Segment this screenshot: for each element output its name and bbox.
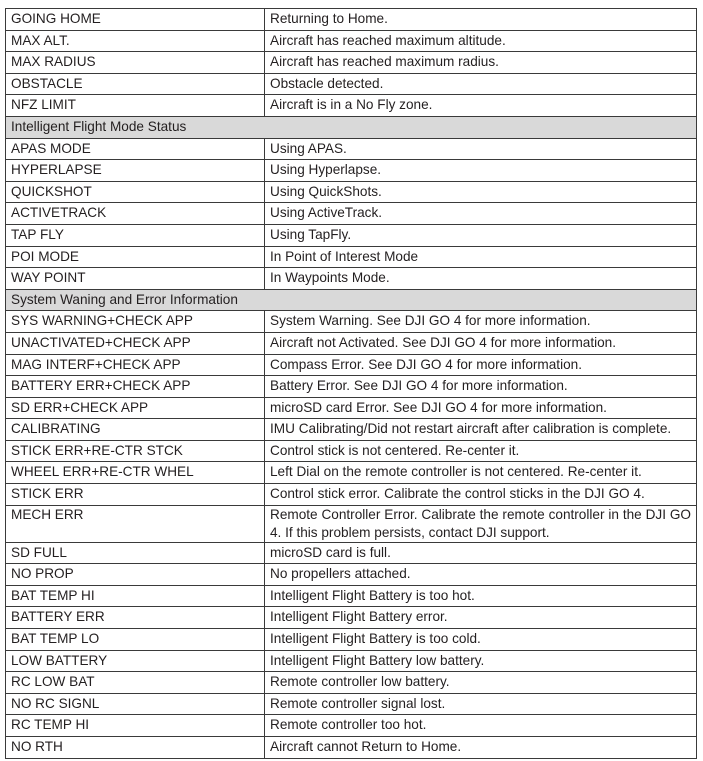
description-cell: Compass Error. See DJI GO 4 for more information. xyxy=(265,354,697,376)
status-code-cell: STICK ERR+RE-CTR STCK xyxy=(6,440,265,462)
status-code-cell: UNACTIVATED+CHECK APP xyxy=(6,332,265,354)
status-code-cell: OBSTACLE xyxy=(6,73,265,95)
status-code-cell: LOW BATTERY xyxy=(6,650,265,672)
status-code-cell: BATTERY ERR+CHECK APP xyxy=(6,376,265,398)
table-row xyxy=(6,181,697,203)
description-cell: Left Dial on the remote controller is not centered. Re-center it. xyxy=(265,462,697,484)
description-cell: Remote controller signal lost. xyxy=(265,693,697,715)
description-cell: Intelligent Flight Battery error. xyxy=(265,607,697,629)
table-row xyxy=(6,246,697,268)
table-row xyxy=(6,629,697,651)
description-cell: Using APAS. xyxy=(265,138,697,160)
status-code-cell: NO RTH xyxy=(6,737,265,759)
table-row xyxy=(6,607,697,629)
description-cell: In Point of Interest Mode xyxy=(265,246,697,268)
description-cell: Aircraft has reached maximum altitude. xyxy=(265,30,697,52)
description-cell: Aircraft cannot Return to Home. xyxy=(265,737,697,759)
status-code-cell: QUICKSHOT xyxy=(6,181,265,203)
table-body xyxy=(6,9,697,759)
status-code-cell: RC TEMP HI xyxy=(6,715,265,737)
description-cell: Battery Error. See DJI GO 4 for more information. xyxy=(265,376,697,398)
description-cell: Intelligent Flight Battery is too cold. xyxy=(265,629,697,651)
status-code-cell: NO PROP xyxy=(6,564,265,586)
section-header-row xyxy=(6,289,697,311)
status-code-cell: STICK ERR xyxy=(6,484,265,506)
table-row xyxy=(6,73,697,95)
status-code-cell: SD ERR+CHECK APP xyxy=(6,397,265,419)
status-code-cell: GOING HOME xyxy=(6,9,265,31)
status-code-cell: NFZ LIMIT xyxy=(6,95,265,117)
table-row xyxy=(6,419,697,441)
status-code-cell: HYPERLAPSE xyxy=(6,160,265,182)
table-row xyxy=(6,462,697,484)
description-cell: Aircraft not Activated. See DJI GO 4 for more information. xyxy=(265,332,697,354)
status-code-cell: WAY POINT xyxy=(6,268,265,290)
status-code-cell: APAS MODE xyxy=(6,138,265,160)
status-code-cell: MAG INTERF+CHECK APP xyxy=(6,354,265,376)
description-cell: Intelligent Flight Battery low battery. xyxy=(265,650,697,672)
table-row xyxy=(6,693,697,715)
status-code-cell: POI MODE xyxy=(6,246,265,268)
table-row xyxy=(6,542,697,564)
table-row xyxy=(6,376,697,398)
description-cell: microSD card is full. xyxy=(265,542,697,564)
description-cell: Aircraft is in a No Fly zone. xyxy=(265,95,697,117)
table-row xyxy=(6,224,697,246)
description-cell: IMU Calibrating/Did not restart aircraft after calibration is complete. xyxy=(265,419,697,441)
description-cell: Intelligent Flight Battery is too hot. xyxy=(265,585,697,607)
table-row xyxy=(6,737,697,759)
description-cell: Remote Controller Error. Calibrate the remote controller in the DJI GO 4. If this problem persists, contact DJI support. xyxy=(265,505,697,542)
table-row xyxy=(6,30,697,52)
table-row xyxy=(6,268,697,290)
status-code-cell: BAT TEMP HI xyxy=(6,585,265,607)
table-row xyxy=(6,672,697,694)
status-code-cell: BAT TEMP LO xyxy=(6,629,265,651)
description-cell: Using ActiveTrack. xyxy=(265,203,697,225)
status-code-cell: MECH ERR xyxy=(6,505,265,542)
description-cell: Aircraft has reached maximum radius. xyxy=(265,52,697,74)
section-title: Intelligent Flight Mode Status xyxy=(6,116,697,138)
description-cell: Remote controller low battery. xyxy=(265,672,697,694)
table-row xyxy=(6,354,697,376)
status-table xyxy=(5,8,697,759)
description-cell: microSD card Error. See DJI GO 4 for more information. xyxy=(265,397,697,419)
section-header-row xyxy=(6,116,697,138)
table-row xyxy=(6,715,697,737)
description-cell: Using TapFly. xyxy=(265,224,697,246)
table-row xyxy=(6,311,697,333)
description-cell: Using Hyperlapse. xyxy=(265,160,697,182)
status-code-cell: SD FULL xyxy=(6,542,265,564)
status-code-cell: CALIBRATING xyxy=(6,419,265,441)
description-cell: System Warning. See DJI GO 4 for more information. xyxy=(265,311,697,333)
table-row xyxy=(6,505,697,542)
table-row xyxy=(6,95,697,117)
table-row xyxy=(6,650,697,672)
status-code-cell: MAX ALT. xyxy=(6,30,265,52)
description-cell: Returning to Home. xyxy=(265,9,697,31)
status-code-cell: WHEEL ERR+RE-CTR WHEL xyxy=(6,462,265,484)
status-code-cell: SYS WARNING+CHECK APP xyxy=(6,311,265,333)
status-code-cell: NO RC SIGNL xyxy=(6,693,265,715)
status-code-cell: BATTERY ERR xyxy=(6,607,265,629)
status-code-cell: MAX RADIUS xyxy=(6,52,265,74)
table-row xyxy=(6,9,697,31)
status-code-cell: ACTIVETRACK xyxy=(6,203,265,225)
description-cell: Control stick is not centered. Re-center it. xyxy=(265,440,697,462)
table-row xyxy=(6,397,697,419)
description-cell: In Waypoints Mode. xyxy=(265,268,697,290)
table-row xyxy=(6,138,697,160)
status-code-cell: RC LOW BAT xyxy=(6,672,265,694)
description-cell: Control stick error. Calibrate the control sticks in the DJI GO 4. xyxy=(265,484,697,506)
description-cell: Remote controller too hot. xyxy=(265,715,697,737)
description-cell: Obstacle detected. xyxy=(265,73,697,95)
table-row xyxy=(6,585,697,607)
table-row xyxy=(6,332,697,354)
section-title: System Waning and Error Information xyxy=(6,289,697,311)
table-row xyxy=(6,484,697,506)
status-code-cell: TAP FLY xyxy=(6,224,265,246)
description-cell: No propellers attached. xyxy=(265,564,697,586)
table-row xyxy=(6,203,697,225)
table-row xyxy=(6,160,697,182)
description-cell: Using QuickShots. xyxy=(265,181,697,203)
table-row xyxy=(6,52,697,74)
table-row xyxy=(6,564,697,586)
table-row xyxy=(6,440,697,462)
